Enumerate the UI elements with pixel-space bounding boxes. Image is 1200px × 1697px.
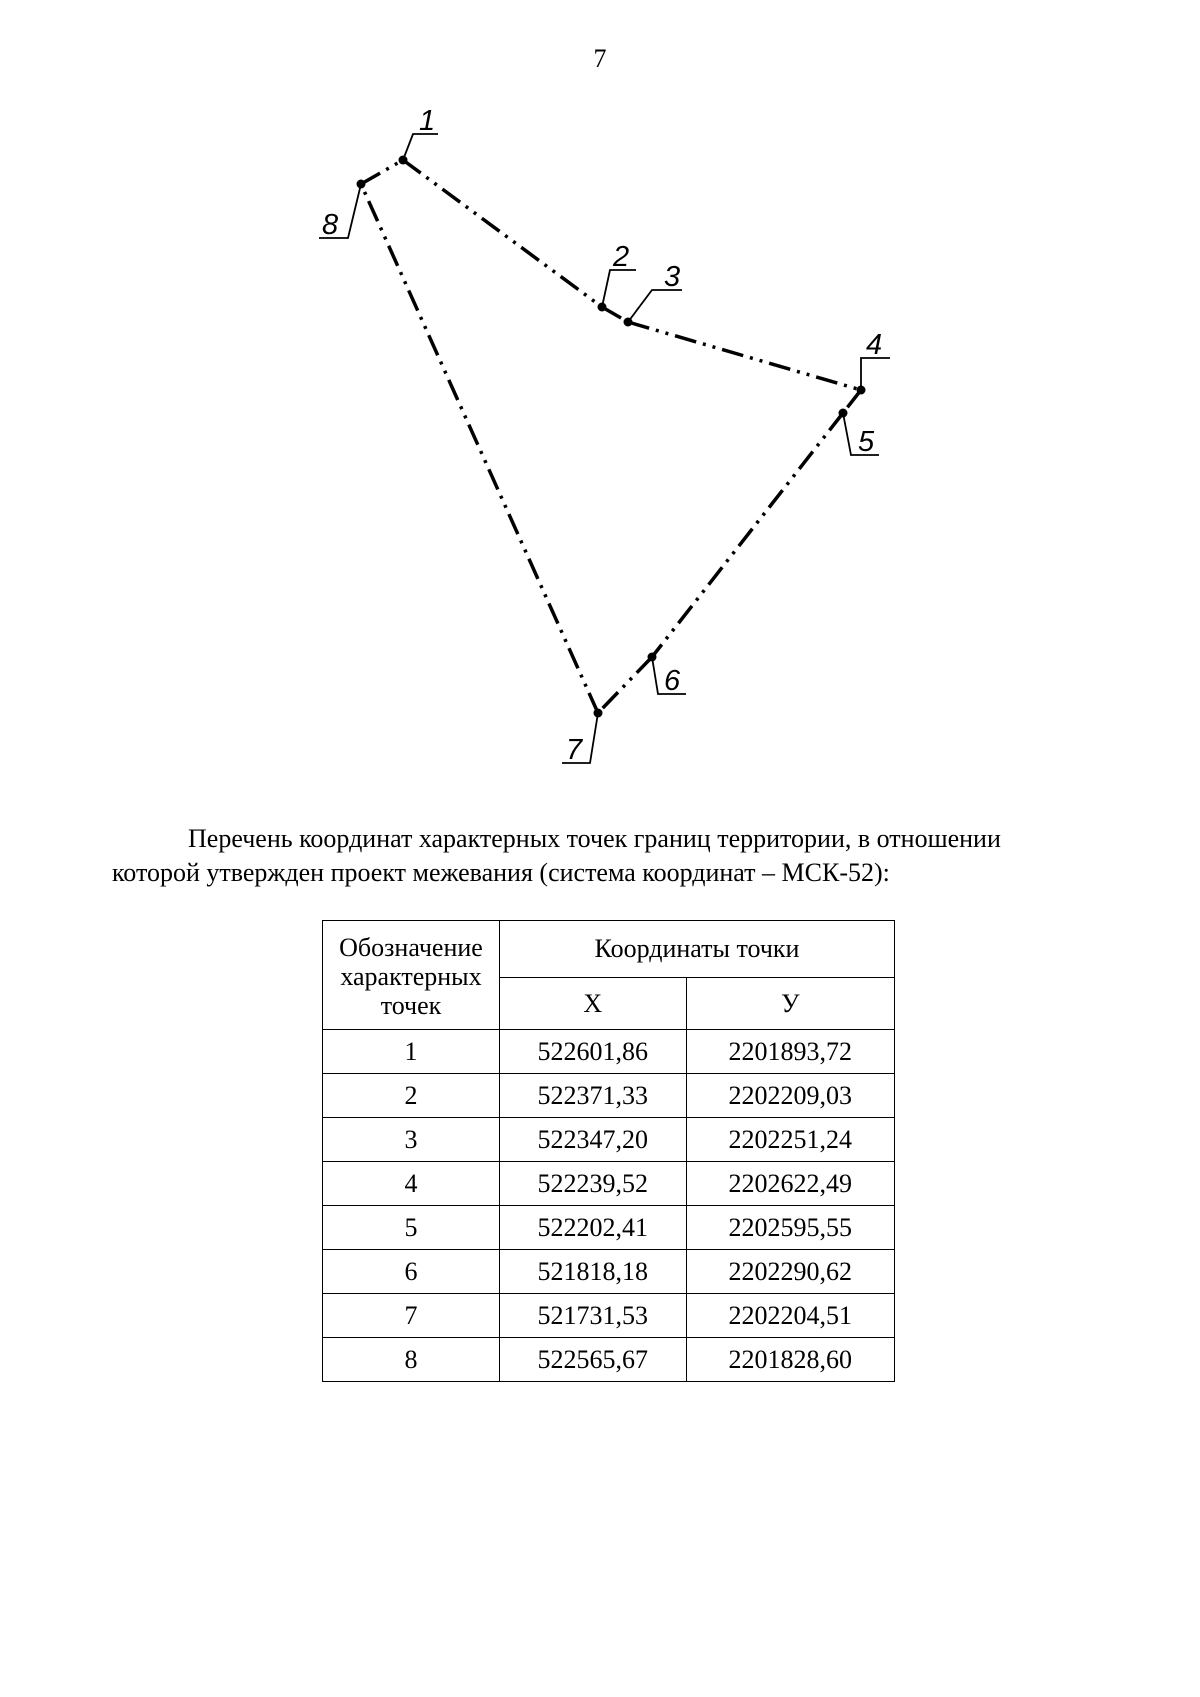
boundary-segment-3-4 bbox=[628, 322, 861, 390]
boundary-segment-1-2 bbox=[403, 160, 602, 307]
leader-lines bbox=[319, 134, 890, 763]
cell-x: 522371,33 bbox=[500, 1074, 687, 1118]
cell-point: 2 bbox=[323, 1074, 500, 1118]
cell-x: 522565,67 bbox=[500, 1338, 687, 1382]
boundary-points bbox=[357, 156, 866, 718]
point-labels bbox=[322, 105, 882, 766]
table-row bbox=[323, 1030, 895, 1074]
table-row bbox=[323, 1118, 895, 1162]
leader-1 bbox=[403, 134, 438, 160]
boundary-segment-6-7 bbox=[598, 657, 652, 713]
cell-x: 522239,52 bbox=[500, 1162, 687, 1206]
header-coordinates: Координаты точки bbox=[500, 921, 895, 978]
point-label-6: 6 bbox=[664, 665, 681, 697]
point-label-2: 2 bbox=[613, 241, 630, 273]
boundary-segment-8-1 bbox=[361, 160, 403, 184]
cell-y: 2202595,55 bbox=[686, 1206, 894, 1250]
boundary-diagram bbox=[0, 0, 1200, 800]
cell-y: 2202209,03 bbox=[686, 1074, 894, 1118]
boundary-segment-7-8 bbox=[361, 184, 598, 713]
cell-x: 521818,18 bbox=[500, 1250, 687, 1294]
cell-y: 2202251,24 bbox=[686, 1118, 894, 1162]
leader-3 bbox=[628, 290, 682, 322]
point-label-7: 7 bbox=[566, 734, 583, 766]
point-label-1: 1 bbox=[419, 105, 436, 137]
table-row bbox=[323, 1206, 895, 1250]
cell-y: 2201893,72 bbox=[686, 1030, 894, 1074]
point-label-8: 8 bbox=[322, 209, 339, 241]
cell-x: 522601,86 bbox=[500, 1030, 687, 1074]
cell-y: 2202290,62 bbox=[686, 1250, 894, 1294]
cell-y: 2202204,51 bbox=[686, 1294, 894, 1338]
cell-point: 8 bbox=[323, 1338, 500, 1382]
table-row bbox=[323, 1338, 895, 1382]
cell-y: 2202622,49 bbox=[686, 1162, 894, 1206]
cell-point: 1 bbox=[323, 1030, 500, 1074]
leader-4 bbox=[861, 358, 890, 390]
cell-point: 3 bbox=[323, 1118, 500, 1162]
coordinates-table bbox=[322, 920, 895, 1382]
cell-y: 2201828,60 bbox=[686, 1338, 894, 1382]
point-label-3: 3 bbox=[664, 261, 681, 293]
intro-text: Перечень координат характерных точек границ территории, в отношении которой утвержден проект межевания (система координат – МСК-52): bbox=[112, 824, 1001, 887]
leader-2 bbox=[602, 270, 636, 307]
cell-point: 7 bbox=[323, 1294, 500, 1338]
point-label-5: 5 bbox=[858, 426, 875, 458]
boundary-segment-2-3 bbox=[602, 307, 628, 322]
intro-paragraph bbox=[112, 822, 1092, 890]
cell-x: 522347,20 bbox=[500, 1118, 687, 1162]
cell-x: 522202,41 bbox=[500, 1206, 687, 1250]
header-x: X bbox=[500, 978, 687, 1030]
header-designation: Обозначение характерных точек bbox=[323, 921, 500, 1030]
table-row bbox=[323, 1250, 895, 1294]
table-row bbox=[323, 1074, 895, 1118]
boundary-lines bbox=[361, 160, 861, 713]
point-label-4: 4 bbox=[866, 329, 883, 361]
cell-point: 4 bbox=[323, 1162, 500, 1206]
boundary-segment-5-6 bbox=[652, 413, 843, 657]
page-number: 7 bbox=[593, 44, 607, 73]
cell-point: 5 bbox=[323, 1206, 500, 1250]
header-y: У bbox=[686, 978, 894, 1030]
cell-point: 6 bbox=[323, 1250, 500, 1294]
table-row bbox=[323, 1162, 895, 1206]
cell-x: 521731,53 bbox=[500, 1294, 687, 1338]
table-row bbox=[323, 1294, 895, 1338]
